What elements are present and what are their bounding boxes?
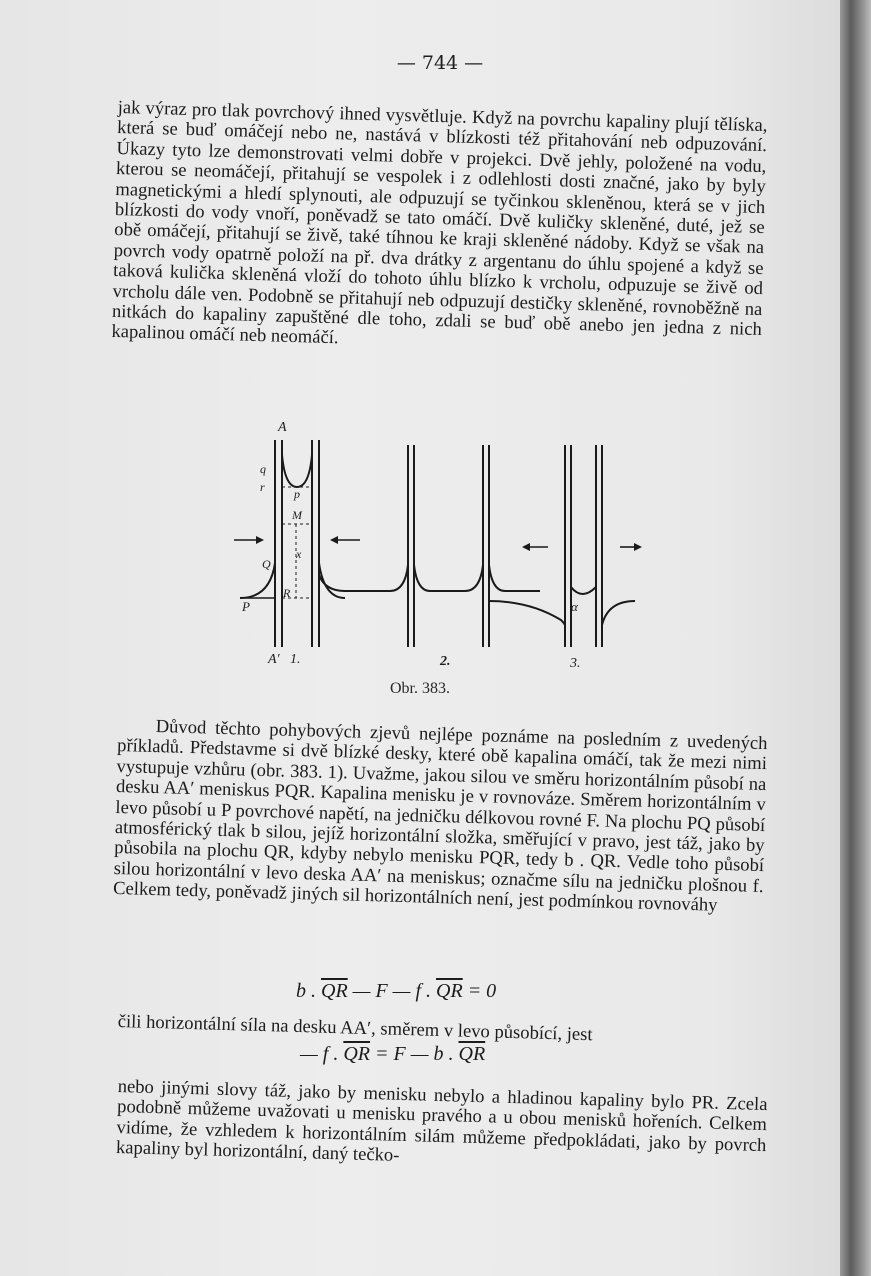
- page-number: — 744 —: [396, 52, 484, 74]
- label-A: A: [278, 420, 287, 435]
- surface-3-left: [489, 601, 565, 625]
- figure-caption: Obr. 383.: [390, 680, 450, 697]
- label-M: M: [292, 508, 302, 522]
- paragraph-capillary-attraction: [111, 98, 768, 361]
- label-p: p: [294, 487, 300, 501]
- paragraph-text: jak výraz pro tlak povrchový ihned vysvětluje. Když na povrchu kapaliny plují tělíska, která se buď omáčejí nebo ne, nastává v blízkosti též přitahování neb odpuzování. Úkazy tyto lze demonstrovati velmi dobře v projekci. Dvě jehly, položené na vodu, kterou se neomáčejí, přitahují se vespolek i z odlehlosti dosti značné, jako by byly magnetickými a hledí splynouti, ale odpuzují se tyčinkou skleněnou, která se v jich blízkosti do vody vnoří, poněvadž se tato omáčí. Dvě kuličky skleněné, duté, jež se obě omáčejí, přitahují se živě, také tíhnou ke kraji skleněné nádoby. Když se však na povrch vody opatrně položí na př. dva drátky z argentanu do úhlu spojené a když se taková kulička skleněná vloží do tohoto úhlu blízko k vrcholu, odpuzuje se živě od vrcholu dále ven. Podobně se přitahují neb odpuzují destičky skleněné, rovnoběžně na nitkách do kapaliny zapuštěné dle toho, zdali se buď obě anebo jen jedna z nich kapalinou omáčí neb neomáčí.: [111, 97, 768, 349]
- figure-383: [230, 415, 650, 670]
- arrow-head-right-1: [256, 536, 264, 544]
- arrow-head-left-1: [330, 536, 338, 544]
- label-R: R: [283, 586, 291, 600]
- label-number-2: 2.: [440, 654, 451, 669]
- eq-term: — F — f .: [347, 980, 437, 1002]
- book-spine-gutter: [840, 0, 871, 1276]
- eq-overline-term: $\overline{QR}$: [343, 1043, 371, 1065]
- label-number-1: 1.: [290, 652, 301, 667]
- surface-2-right: [489, 565, 540, 591]
- label-Q: Q: [262, 557, 271, 571]
- eq-term: = F — b .: [370, 1043, 459, 1065]
- eq-overline-term: $\overline{QR}$: [458, 1043, 486, 1065]
- surface-3-mid: [571, 587, 596, 594]
- surface-3-right: [602, 601, 635, 625]
- eq-term: b .: [296, 980, 321, 1002]
- eq-term: = 0: [462, 980, 497, 1002]
- meniscus-inner: [282, 455, 312, 487]
- equation-horizontal-force: [300, 1043, 485, 1066]
- label-number-3: 3.: [570, 656, 581, 670]
- label-q: q: [260, 462, 266, 476]
- paragraph-text: čili horizontální síla na desku AA′, směrem v levo působící, jest: [117, 1011, 593, 1046]
- paragraph-conclusion: [116, 1077, 768, 1177]
- label-alpha: α: [571, 599, 578, 614]
- eq-term: — f .: [300, 1043, 344, 1065]
- surface-2-mid: [414, 565, 483, 591]
- label-x: x: [296, 547, 302, 561]
- label-r: r: [260, 480, 265, 494]
- eq-overline-term: $\overline{QR}$: [436, 980, 463, 1002]
- equation-equilibrium: [296, 980, 496, 1003]
- paragraph-text: nebo jinými slovy táž, jako by menisku nebylo a hladinou kapaliny bylo PR. Zcela podobně můžeme uvažovati u menisku pravého a u obou menisků hořeních. Celkem vidíme, že vzhledem k horizontálním silám můžeme předpokládati, jako by povrch kapaliny byl horizontální, daný tečko-: [115, 1076, 768, 1167]
- paragraph-meniscus-forces: [113, 716, 768, 918]
- eq-overline-term: $\overline{QR}$: [321, 980, 348, 1002]
- surface-2-left: [319, 565, 408, 591]
- paragraph-text: Důvod těchto pohybových zjevů nejlépe poznáme na posledním z uvedených příkladů. Představme si dvě blízké desky, které obě kapalina omáčí, tak že mezi nimi vystupuje vzhůru (obr. 383. 1). Uvažme, jakou silou ve směru horizontálním působí na desku AA′ meniskus PQR. Kapalina menisku je v rovnováze. Směrem horizontálním v levo působí u P povrchové napětí, na jedničku délkovou rovné F. Na plochu PQ působí atmosférický tlak b silou, jejíž horizontální složka, směřující v pravo, jest táž, jako by působila na plochu QR, kdyby nebylo menisku PQR, tedy b . QR. Vedle toho působí silou horizontální v levo deska AA′ na meniskus; označme sílu na jedničku plošnou f. Celkem tedy, poněvadž jiných sil horizontálních není, jest podmínkou rovnováhy: [112, 716, 768, 917]
- meniscus-diagram: [230, 415, 650, 670]
- arrow-head-right-3: [634, 543, 642, 551]
- label-P: P: [242, 599, 250, 614]
- arrow-head-left-3: [522, 543, 530, 551]
- label-A-prime: A′: [268, 652, 280, 667]
